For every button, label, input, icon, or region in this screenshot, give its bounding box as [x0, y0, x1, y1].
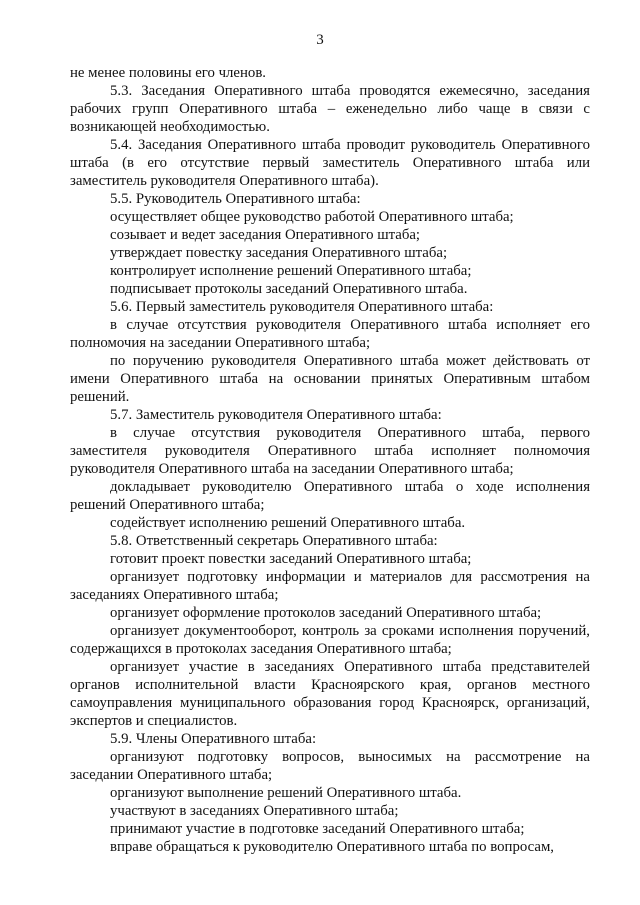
paragraph: контролирует исполнение решений Оперативного штаба;	[110, 263, 472, 279]
paragraph: готовит проект повестки заседаний Оперативного штаба;	[110, 551, 472, 567]
paragraph: содействует исполнению решений Оперативного штаба.	[110, 515, 466, 531]
paragraph: 5.4. Заседания Оперативного штаба проводит руководитель Оперативного штаба (в его отсутствие первый заместитель Оперативного штаба или заместитель руководителя Оперативного штаба).	[70, 137, 590, 189]
paragraph: вправе обращаться к руководителю Оперативного штаба по вопросам,	[110, 839, 555, 855]
paragraph: докладывает руководителю Оперативного штаба о ходе исполнения решений Оперативного штаба;	[70, 479, 590, 513]
paragraph: организует подготовку информации и материалов для рассмотрения на заседаниях Оперативного штаба;	[70, 569, 590, 603]
paragraph: организует оформление протоколов заседаний Оперативного штаба;	[110, 605, 542, 621]
paragraph: утверждает повестку заседания Оперативного штаба;	[110, 245, 448, 261]
paragraph: созывает и ведет заседания Оперативного штаба;	[110, 227, 421, 243]
document-body	[70, 64, 590, 856]
paragraph: организуют подготовку вопросов, выносимых на рассмотрение на заседании Оперативного штаба;	[70, 749, 590, 783]
paragraph: 5.8. Ответственный секретарь Оперативного штаба:	[110, 533, 438, 549]
paragraph: организует участие в заседаниях Оперативного штаба представителей органов исполнительной власти Красноярского края, органов местного самоуправления муниципального образования город Красноярск, организаций, экспертов и специалистов.	[70, 659, 590, 729]
page-number: 3	[316, 32, 324, 48]
paragraph: 5.5. Руководитель Оперативного штаба:	[110, 191, 361, 207]
paragraph: в случае отсутствия руководителя Оперативного штаба, первого заместителя руководителя Оперативного штаба исполняет полномочия руководителя Оперативного штаба на заседании Оперативного штаба;	[70, 425, 590, 477]
paragraph: 5.3. Заседания Оперативного штаба проводятся ежемесячно, заседания рабочих групп Оперативного штаба – еженедельно либо чаще в связи с возникающей необходимостью.	[70, 83, 590, 135]
paragraph: 5.6. Первый заместитель руководителя Оперативного штаба:	[110, 299, 494, 315]
paragraph: 5.9. Члены Оперативного штаба:	[110, 731, 317, 747]
paragraph: организуют выполнение решений Оперативного штаба.	[110, 785, 462, 801]
paragraph: подписывает протоколы заседаний Оперативного штаба.	[110, 281, 468, 297]
paragraph: не менее половины его членов.	[70, 65, 267, 81]
paragraph: участвуют в заседаниях Оперативного штаба;	[110, 803, 399, 819]
paragraph: в случае отсутствия руководителя Оперативного штаба исполняет его полномочия на заседании Оперативного штаба;	[70, 317, 590, 351]
paragraph: организует документооборот, контроль за сроками исполнения поручений, содержащихся в протоколах заседания Оперативного штаба;	[70, 623, 590, 657]
paragraph: осуществляет общее руководство работой Оперативного штаба;	[110, 209, 514, 225]
paragraph: по поручению руководителя Оперативного штаба может действовать от имени Оперативного штаба на основании принятых Оперативным штабом решений.	[70, 353, 590, 405]
paragraph: принимают участие в подготовке заседаний Оперативного штаба;	[110, 821, 525, 837]
paragraph: 5.7. Заместитель руководителя Оперативного штаба:	[110, 407, 442, 423]
